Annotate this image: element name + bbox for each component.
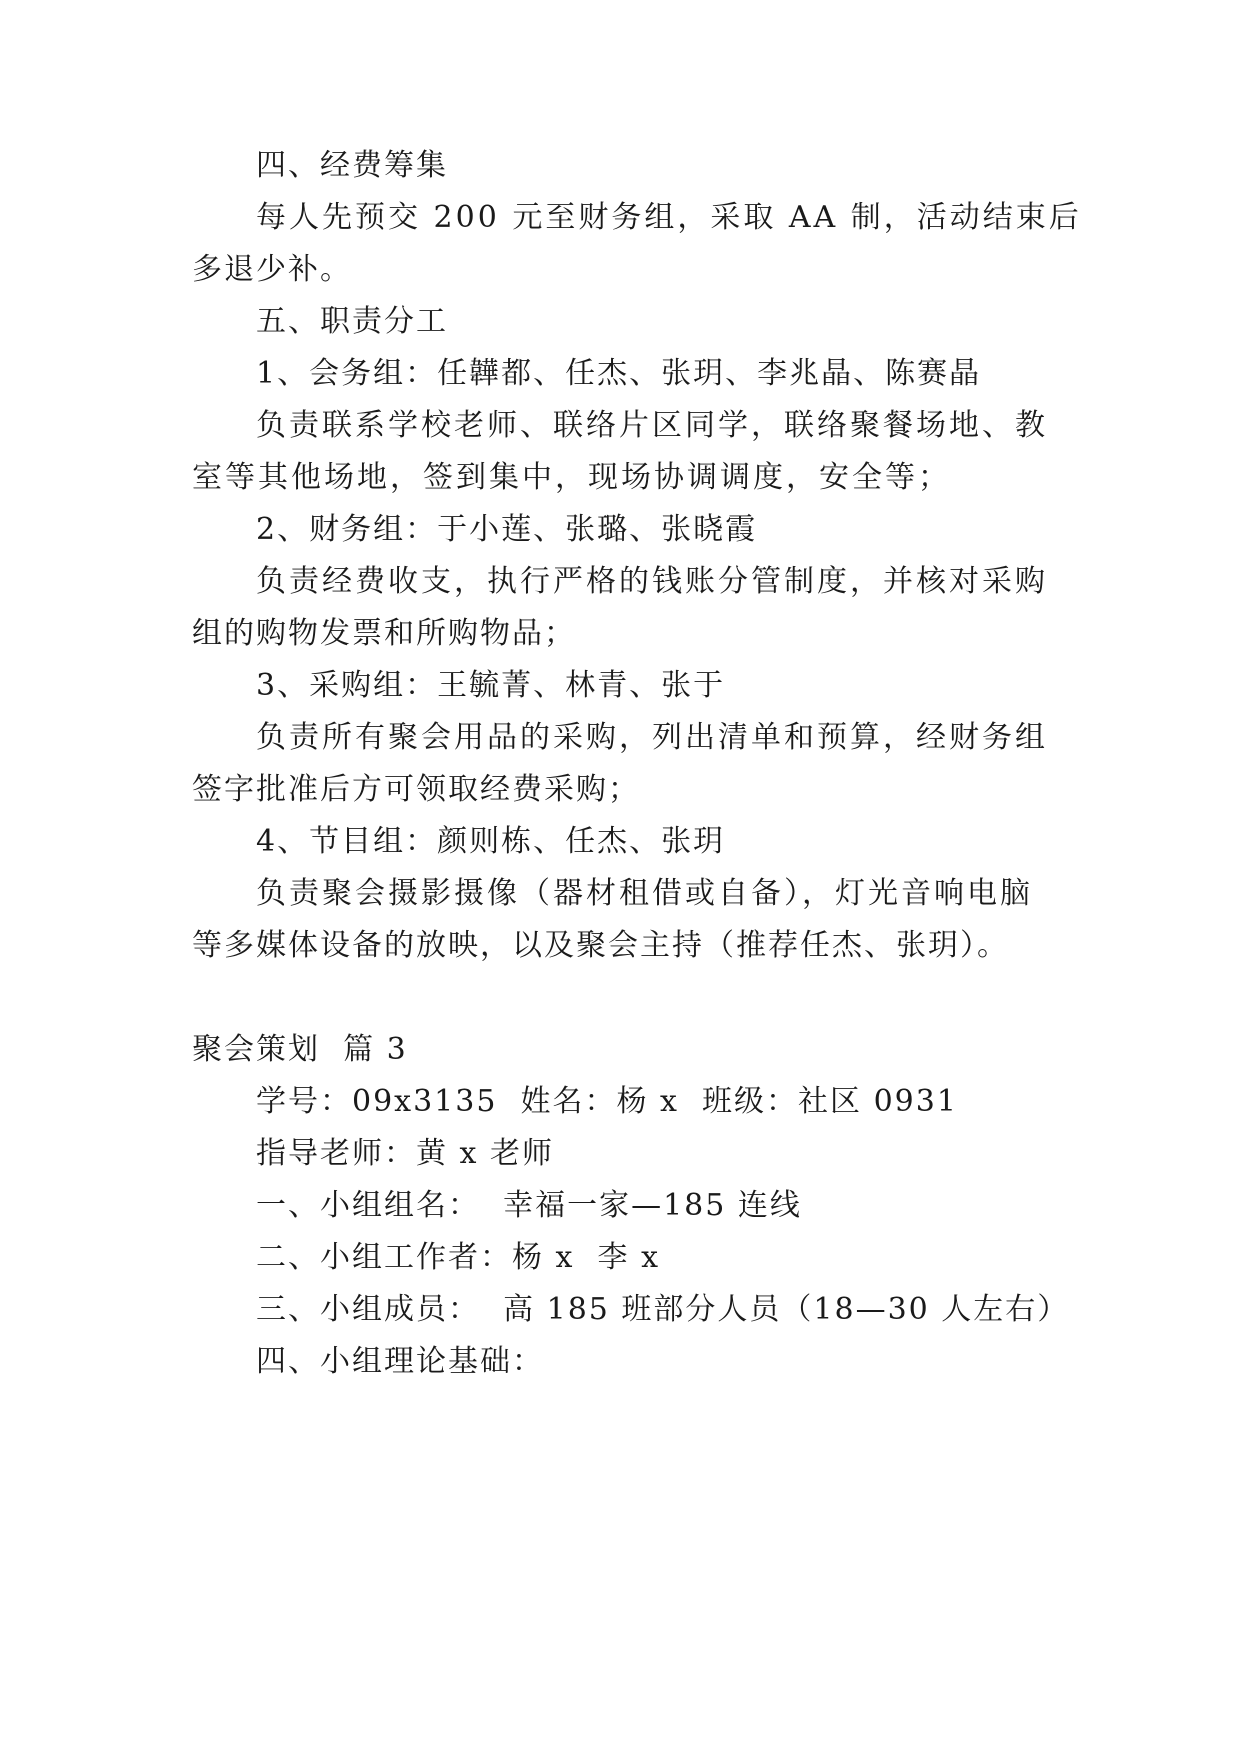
item-group-workers: 二、小组工作者：杨 x 李 x <box>256 1240 660 1275</box>
part3-title: 聚会策划 篇 3 <box>192 1032 408 1067</box>
section-four-heading: 四、经费筹集 <box>256 148 448 183</box>
section-four-paragraph-line-1: 每人先预交 200 元至财务组，采取 AA 制，活动结束后 <box>256 200 1082 235</box>
group4-description-line-2: 等多媒体设备的放映，以及聚会主持（推荐任杰、张玥）。 <box>192 928 1009 963</box>
student-info: 学号：09x3135 姓名：杨 x 班级：社区 0931 <box>256 1084 958 1119</box>
item-theory-basis: 四、小组理论基础： <box>256 1344 544 1379</box>
item-group-name: 一、小组组名： 幸福一家—185 连线 <box>256 1188 802 1223</box>
section-four-paragraph-line-2: 多退少补。 <box>192 252 352 287</box>
advisor: 指导老师：黄 x 老师 <box>256 1136 554 1171</box>
group2-description-line-2: 组的购物发票和所购物品； <box>192 616 576 651</box>
item-group-members: 三、小组成员： 高 185 班部分人员（18—30 人左右） <box>256 1292 1070 1327</box>
group2-title: 2、财务组：于小莲、张璐、张晓霞 <box>256 512 758 547</box>
group1-title: 1、会务组：任韡都、任杰、张玥、李兆晶、陈赛晶 <box>256 356 982 391</box>
group2-description-line-1: 负责经费收支，执行严格的钱账分管制度，并核对采购 <box>256 564 1048 599</box>
section-five-heading: 五、职责分工 <box>256 304 448 339</box>
group4-title: 4、节目组：颜则栋、任杰、张玥 <box>256 824 726 859</box>
group1-description-line-2: 室等其他场地，签到集中，现场协调调度，安全等； <box>192 460 951 495</box>
group3-title: 3、采购组：王毓菁、林青、张于 <box>256 668 726 703</box>
group3-description-line-2: 签字批准后方可领取经费采购； <box>192 772 640 807</box>
group1-description-line-1: 负责联系学校老师、联络片区同学，联络聚餐场地、教 <box>256 408 1048 443</box>
group3-description-line-1: 负责所有聚会用品的采购，列出清单和预算，经财务组 <box>256 720 1048 755</box>
group4-description-line-1: 负责聚会摄影摄像（器材租借或自备），灯光音响电脑 <box>256 876 1033 911</box>
